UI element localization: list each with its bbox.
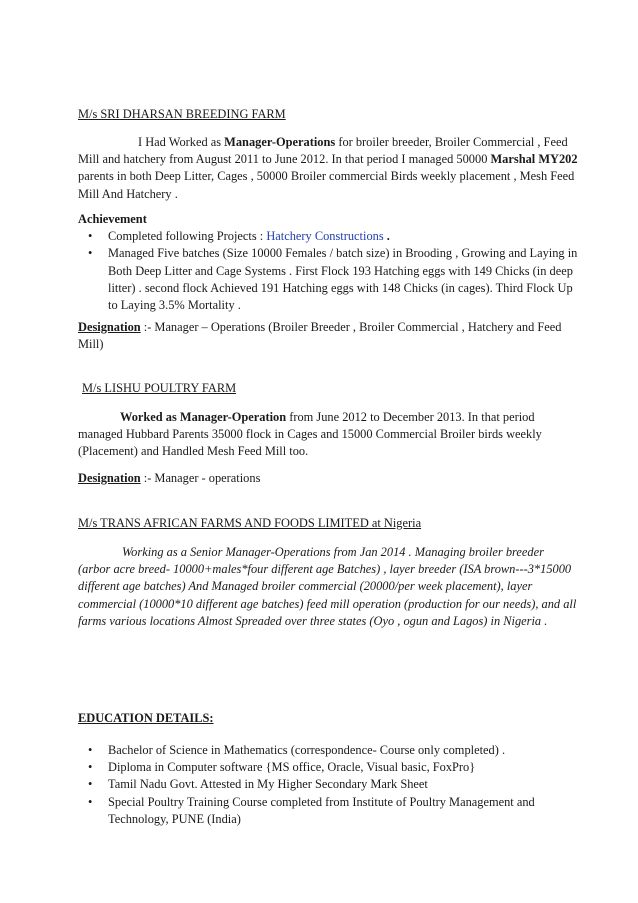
designation-label: Designation <box>78 471 141 485</box>
education-list-wrap <box>78 742 578 828</box>
education-list <box>78 742 578 828</box>
farm2-designation: Designation :- Manager - operations <box>78 471 261 485</box>
farm1-designation: Designation :- Manager – Operations (Broiler Breeder , Broiler Commercial , Hatchery and Feed Mill) <box>78 320 562 352</box>
list-item: • Completed following Projects : Hatchery Constructions . <box>78 228 578 245</box>
farm1-heading: M/s SRI DHARSAN BREEDING FARM <box>78 107 286 121</box>
education-heading: EDUCATION DETAILS: <box>78 711 214 725</box>
farm1-section <box>78 106 578 123</box>
farm3-heading: M/s TRANS AFRICAN FARMS AND FOODS LIMITED at Nigeria <box>78 516 422 530</box>
farm2-section <box>78 380 578 397</box>
farm1-achievement <box>78 211 578 314</box>
bullet-icon: • <box>88 743 93 757</box>
bullet-icon: • <box>88 229 93 244</box>
list-item: • Special Poultry Training Course completed from Institute of Poultry Management and Technology, PUNE (India) <box>88 794 535 826</box>
achievement-label: Achievement <box>78 212 147 226</box>
bullet-icon: • <box>88 760 93 775</box>
farm2-heading: M/s LISHU POULTRY FARM <box>82 381 237 395</box>
list-item: • Bachelor of Science in Mathematics (correspondence- Course only completed) . <box>78 742 578 759</box>
bullet-icon: • <box>88 777 93 792</box>
designation-label: Designation <box>78 320 141 334</box>
farm3-description: Working as a Senior Manager-Operations from Jan 2014 . Managing broiler breeder (arbor acre breed- 10000+males*four different age Batches) , layer breeder (ISA brown---3*15000 different age batches) And Managed broiler commercial (20000/per week placement), layer commercial (10000*10 different age batches) feed mill operation (production for our needs), and all farms various locations Almost Spreaded over three states (Oyo , ogun and Lagos) in Nigeria . <box>78 545 577 628</box>
list-item: • Diploma in Computer software {MS office, Oracle, Visual basic, FoxPro} <box>78 759 578 776</box>
farm2-description: Worked as Manager-Operation from June 2012 to December 2013. In that period managed Hubbard Parents 35000 flock in Cages and 15000 Commercial Broiler birds weekly (Placement) and Handled Mesh Feed Mill too. <box>78 410 542 459</box>
bullet-icon: • <box>88 794 93 809</box>
farm1-description: I Had Worked as Manager-Operations for broiler breeder, Broiler Commercial , Feed Mill and hatchery from August 2011 to June 2012. In that period I managed 50000 Marshal MY202 parents in both Deep Litter, Cages , 50000 Broiler commercial Birds weekly placement , Mesh Feed Mill And Hatchery . <box>78 135 578 201</box>
education-section <box>78 710 578 727</box>
bullet-icon: • <box>88 246 93 261</box>
list-item: • Managed Five batches (Size 10000 Females / batch size) in Brooding , Growing and Laying in Both Deep Litter and Cage Systems . First Flock 193 Hatching eggs with 149 Chicks (in deep litter) . second flock Achieved 191 Hatching eggs with 148 Chicks (in cages). Third Flock Up to Laying 3.5% Mortality . <box>88 246 578 313</box>
list-item: • Tamil Nadu Govt. Attested in My Higher Secondary Mark Sheet <box>78 776 578 793</box>
farm3-section <box>78 515 578 532</box>
achievement-list <box>78 228 578 314</box>
